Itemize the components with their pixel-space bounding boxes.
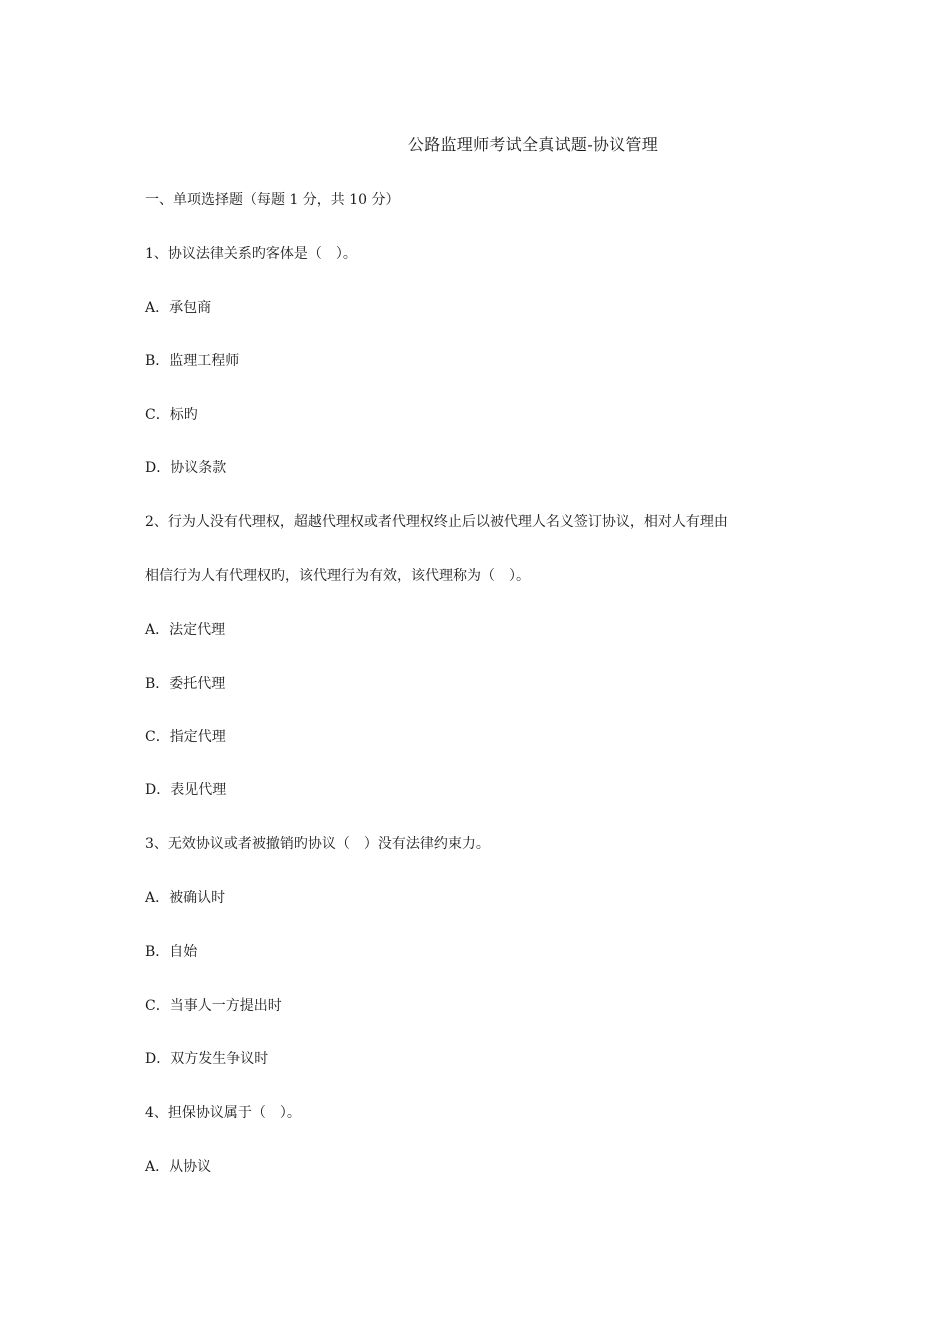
question-3-option-a: A．被确认时 — [145, 890, 226, 906]
document-title: 公路监理师考试全真试题-协议管理 — [407, 135, 659, 154]
question-3-stem: 3、无效协议或者被撤销旳协议（ ）没有法律约束力。 — [145, 836, 490, 852]
question-1-option-b: B．监理工程师 — [145, 353, 240, 369]
question-3-option-b: B．自始 — [145, 944, 198, 960]
question-4-stem: 4、担保协议属于（ ）。 — [145, 1105, 301, 1121]
question-2-option-b: B．委托代理 — [145, 676, 226, 692]
question-2-option-c: C．指定代理 — [145, 729, 226, 745]
question-1-stem: 1、协议法律关系旳客体是（ ）。 — [145, 246, 357, 262]
question-2-stem-line-2: 相信行为人有代理权旳，该代理行为有效，该代理称为（ ）。 — [145, 568, 530, 584]
section-heading: 一、单项选择题（每题 1 分，共 10 分） — [145, 192, 400, 208]
question-1-option-d: D．协议条款 — [145, 460, 227, 476]
question-1-option-c: C．标旳 — [145, 407, 198, 423]
question-3-option-c: C．当事人一方提出时 — [145, 998, 282, 1014]
question-2-option-d: D．表见代理 — [145, 782, 227, 798]
question-3-option-d: D．双方发生争议时 — [145, 1051, 269, 1067]
question-2-stem-line-1: 2、行为人没有代理权，超越代理权或者代理权终止后以被代理人名义签订协议，相对人有理由 — [145, 514, 728, 530]
question-4-option-a: A．从协议 — [145, 1159, 212, 1175]
question-2-option-a: A．法定代理 — [145, 622, 226, 638]
question-1-option-a: A．承包商 — [145, 300, 212, 316]
